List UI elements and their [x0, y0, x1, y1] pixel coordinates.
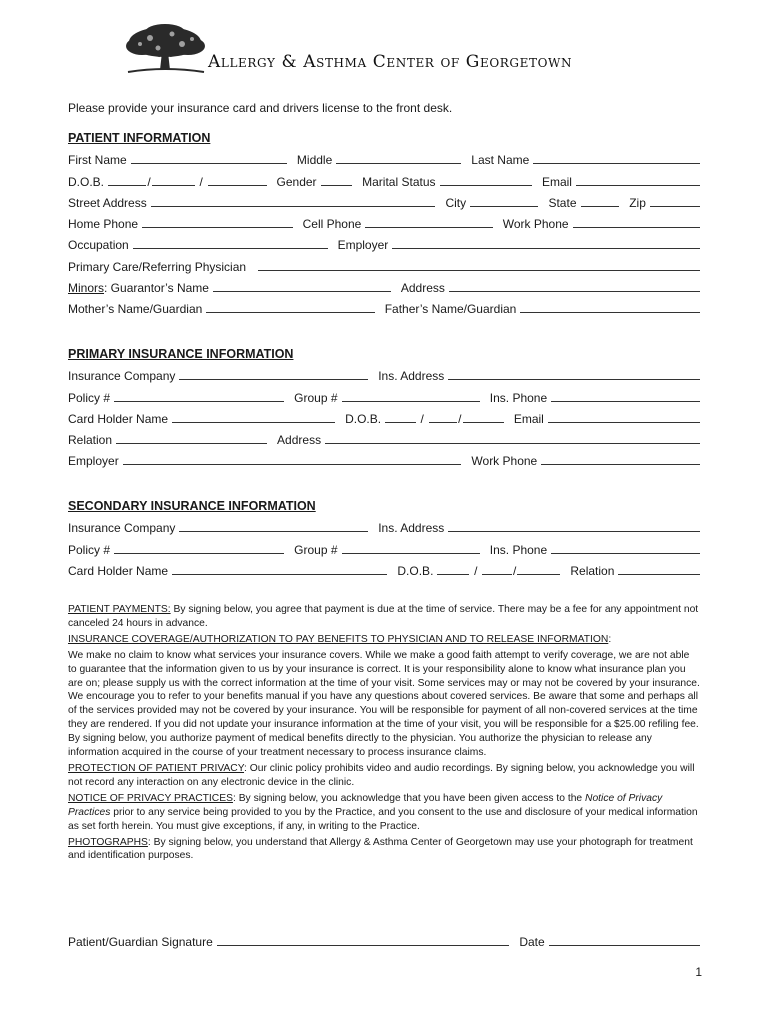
card-holder-label: Card Holder Name	[68, 411, 169, 426]
state-label: State	[548, 195, 577, 210]
section-title: SECONDARY INSURANCE INFORMATION	[68, 499, 316, 513]
photographs-paragraph	[68, 836, 700, 864]
patient-payments-text: By signing below, you agree that payment is due at the time of service. There may be a fee for any appointment not canceled 24 hours in advance.	[68, 604, 699, 629]
primary-company-row	[68, 362, 700, 383]
holder-dob-month-field[interactable]	[385, 411, 415, 423]
notice-text-2: prior to any service being provided to you by the Practice, and you consent to the use and disclosure of your medical information as set forth herein. You must give exceptions, if any, in writing to the Practice.	[68, 806, 698, 832]
occupation-field[interactable]	[133, 237, 328, 249]
holder-email-label: Email	[513, 411, 544, 426]
physician-row	[68, 252, 700, 273]
policy-field[interactable]	[114, 542, 284, 554]
phone-row	[68, 210, 700, 231]
policy-field[interactable]	[114, 390, 284, 402]
coverage-heading: INSURANCE COVERAGE/AUTHORIZATION TO PAY BENEFITS TO PHYSICIAN AND TO RELEASE INFORMATION	[68, 633, 609, 645]
gender-label: Gender	[276, 174, 317, 189]
ins-phone-field[interactable]	[551, 542, 700, 554]
relation-label: Relation	[68, 433, 113, 448]
work-phone-label: Work Phone	[502, 217, 569, 232]
work-phone-field[interactable]	[573, 216, 700, 228]
city-label: City	[445, 195, 467, 210]
page-number: 1	[695, 965, 702, 979]
coverage-paragraph: We make no claim to know what services your insurance covers. While we make a good faith attempt to verify coverage, we are not able to guarantee that the information given to us by your insurance is correct. It is your responsibility alone to know what insurance plan you are on; please supply us with the correct information at the time of your visit. Some services may or may not be covered by your insurance. We encourage you to refer to your benefits manual if you have any questions about covered services. Be aware that some and perhaps all of the services provided may not be covered by your insurance. You will be responsible for payment of all non-covered services at the time they are rendered. If you did not update your insurance information at the time of your visit, you will be responsible for a $25.00 refiling fee. By signing below, you authorize payment of medical benefits directly to the physician. You authorize the physician to release any information acquired in the course of your treatment necessary to process insurance claims.	[68, 649, 700, 759]
dob-label: D.O.B.	[68, 174, 105, 189]
primary-holder-row: Card Holder Name D.O.B. / / Email	[68, 405, 700, 426]
home-phone-field[interactable]	[142, 216, 293, 228]
holder-dob-label: D.O.B.	[397, 563, 434, 578]
holder-dob-day-field[interactable]	[482, 563, 511, 575]
photographs-heading: PHOTOGRAPHS	[68, 836, 148, 848]
ins-phone-label: Ins. Phone	[489, 542, 548, 557]
section-title: PATIENT INFORMATION	[68, 131, 211, 145]
ins-address-label: Ins. Address	[378, 369, 445, 384]
ins-address-label: Ins. Address	[378, 521, 445, 536]
section-title: PRIMARY INSURANCE INFORMATION	[68, 347, 294, 361]
holder-email-field[interactable]	[548, 411, 700, 423]
signature-row	[68, 928, 700, 949]
primary-care-field[interactable]	[258, 259, 700, 271]
holder-employer-label: Employer	[68, 454, 119, 469]
signature-field[interactable]	[217, 934, 510, 946]
street-address-label: Street Address	[68, 195, 147, 210]
marital-status-field[interactable]	[440, 174, 532, 186]
date-label: Date	[519, 935, 545, 950]
primary-care-label: Primary Care/Referring Physician	[68, 259, 247, 274]
group-label: Group #	[294, 542, 338, 557]
holder-dob-day-field[interactable]	[429, 411, 457, 423]
last-name-field[interactable]	[533, 152, 700, 164]
gender-field[interactable]	[321, 174, 353, 186]
card-holder-label: Card Holder Name	[68, 563, 169, 578]
coverage-heading-line	[68, 633, 700, 647]
secondary-policy-row	[68, 535, 700, 556]
secondary-company-row	[68, 514, 700, 535]
relation-field[interactable]	[618, 563, 700, 575]
father-name-label: Father’s Name/Guardian	[384, 302, 517, 317]
policy-label: Policy #	[68, 390, 111, 405]
practice-name: Allergy & Asthma Center of Georgetown	[208, 52, 573, 72]
mother-name-field[interactable]	[206, 301, 374, 313]
coverage-heading-colon: :	[608, 633, 612, 645]
guarantor-row	[68, 274, 700, 295]
notice-text-italic: Notice of Privacy Practices	[68, 792, 663, 818]
group-label: Group #	[294, 390, 338, 405]
occupation-row	[68, 231, 700, 252]
primary-employer-row	[68, 447, 700, 468]
tree-logo-icon	[120, 22, 210, 78]
parents-row	[68, 295, 700, 316]
ins-phone-field[interactable]	[551, 390, 700, 402]
policy-label: Policy #	[68, 542, 111, 557]
zip-label: Zip	[629, 195, 646, 210]
privacy-heading: PROTECTION OF PATIENT PRIVACY	[68, 762, 245, 774]
minors-label: Minors	[68, 281, 105, 296]
middle-name-field[interactable]	[336, 152, 461, 164]
holder-dob-year-field[interactable]	[517, 563, 560, 575]
email-field[interactable]	[576, 174, 700, 186]
primary-policy-row	[68, 383, 700, 404]
zip-field[interactable]	[650, 195, 700, 207]
ins-address-field[interactable]	[448, 368, 700, 380]
middle-name-label: Middle	[296, 153, 333, 168]
employer-field[interactable]	[392, 237, 700, 249]
secondary-holder-row: Card Holder Name D.O.B. / / Relation	[68, 557, 700, 578]
first-name-label: First Name	[68, 153, 127, 168]
date-field[interactable]	[549, 934, 700, 946]
intro-text: Please provide your insurance card and drivers license to the front desk.	[68, 101, 453, 115]
dob-year-field[interactable]	[208, 174, 267, 186]
holder-address-field[interactable]	[325, 432, 700, 444]
employer-label: Employer	[337, 238, 389, 253]
mother-name-label: Mother’s Name/Guardian	[68, 302, 203, 317]
email-label: Email	[541, 174, 572, 189]
marital-status-label: Marital Status	[362, 174, 436, 189]
patient-information-section	[68, 130, 700, 316]
notice-text-1: : By signing below, you acknowledge that you have been given access to the	[232, 792, 586, 804]
last-name-label: Last Name	[471, 153, 530, 168]
privacy-paragraph	[68, 762, 700, 790]
ins-phone-label: Ins. Phone	[489, 390, 548, 405]
insurance-company-field[interactable]	[179, 368, 368, 380]
primary-relation-row	[68, 426, 700, 447]
occupation-label: Occupation	[68, 238, 129, 253]
photographs-text: : By signing below, you understand that Allergy & Asthma Center of Georgetown may use your photograph for treatment and identification purposes.	[68, 836, 693, 862]
signature-section	[68, 928, 700, 949]
street-address-field[interactable]	[151, 195, 436, 207]
father-name-field[interactable]	[520, 301, 700, 313]
card-holder-field[interactable]	[172, 411, 335, 423]
group-field[interactable]	[342, 542, 480, 554]
patient-payments-paragraph	[68, 603, 700, 631]
group-field[interactable]	[342, 390, 480, 402]
state-field[interactable]	[581, 195, 620, 207]
holder-dob-year-field[interactable]	[463, 411, 504, 423]
relation-label: Relation	[570, 563, 615, 578]
terms-section	[68, 603, 700, 865]
holder-work-phone-label: Work Phone	[471, 454, 538, 469]
dob-month-field[interactable]	[108, 174, 146, 186]
holder-address-label: Address	[277, 433, 322, 448]
insurance-company-field[interactable]	[179, 520, 368, 532]
ins-address-field[interactable]	[448, 520, 700, 532]
guarantor-name-label: : Guarantor’s Name	[104, 281, 209, 296]
notice-heading: NOTICE OF PRIVACY PRACTICES	[68, 792, 233, 804]
guarantor-address-field[interactable]	[449, 280, 700, 292]
guarantor-address-label: Address	[400, 281, 445, 296]
insurance-company-label: Insurance Company	[68, 521, 176, 536]
cell-phone-label: Cell Phone	[302, 217, 362, 232]
cell-phone-field[interactable]	[365, 216, 492, 228]
city-field[interactable]	[470, 195, 538, 207]
guarantor-name-field[interactable]	[213, 280, 391, 292]
card-holder-field[interactable]	[172, 563, 387, 575]
notice-paragraph	[68, 792, 700, 834]
address-row	[68, 189, 700, 210]
relation-field[interactable]	[116, 432, 267, 444]
privacy-text: : Our clinic policy prohibits video and audio recordings. By signing below, you acknowledge you will not record any interaction on any electronic device in the clinic.	[68, 762, 695, 788]
holder-dob-label: D.O.B.	[345, 411, 382, 426]
dob-day-field[interactable]	[152, 174, 195, 186]
secondary-insurance-section	[68, 498, 700, 578]
signature-label: Patient/Guardian Signature	[68, 935, 213, 950]
home-phone-label: Home Phone	[68, 217, 139, 232]
holder-work-phone-field[interactable]	[541, 453, 700, 465]
patient-payments-heading: PATIENT PAYMENTS:	[68, 604, 171, 615]
name-row	[68, 146, 700, 167]
primary-insurance-section	[68, 346, 700, 468]
dob-row: D.O.B. / / Gender Marital Status Email	[68, 167, 700, 188]
insurance-company-label: Insurance Company	[68, 369, 176, 384]
holder-employer-field[interactable]	[123, 453, 462, 465]
holder-dob-month-field[interactable]	[437, 563, 469, 575]
first-name-field[interactable]	[131, 152, 287, 164]
guarantor-label	[68, 281, 213, 295]
